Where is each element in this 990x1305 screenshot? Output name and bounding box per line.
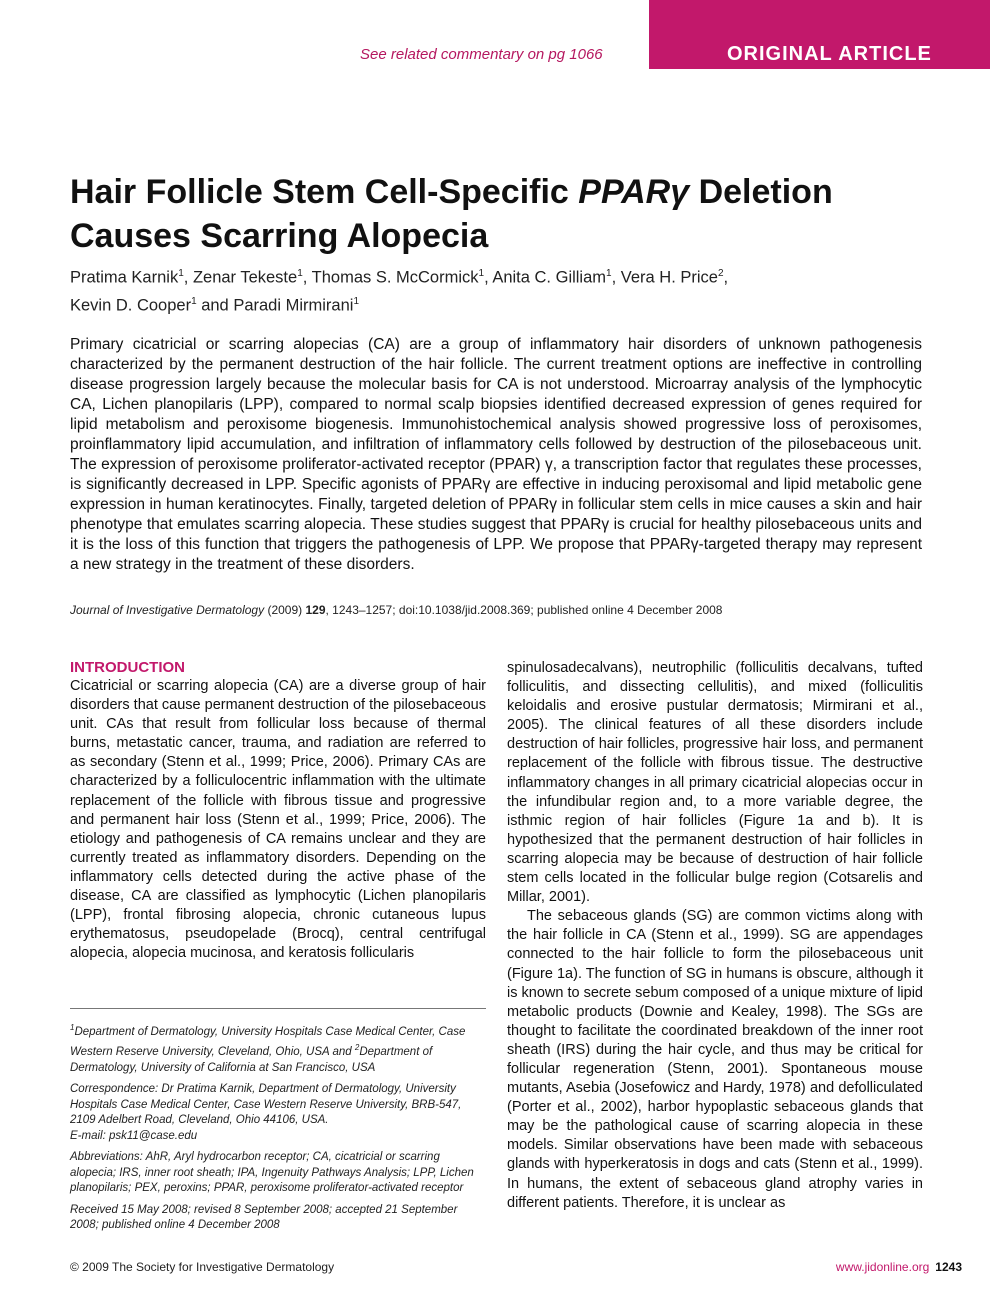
page-footer bbox=[836, 1260, 962, 1274]
author-name: Thomas S. McCormick bbox=[311, 268, 479, 287]
journal-website-link[interactable]: www.jidonline.org bbox=[835, 1260, 930, 1274]
body-column-right bbox=[507, 659, 923, 1213]
citation-journal: Journal of Investigative Dermatology bbox=[70, 603, 265, 617]
author-name: Vera H. Price bbox=[620, 268, 718, 287]
title-gene-name: PPARγ bbox=[578, 173, 690, 211]
article-type-banner bbox=[649, 0, 990, 69]
related-commentary-note[interactable]: See related commentary on pg 1066 bbox=[360, 46, 603, 63]
author-name: Kevin D. Cooper bbox=[70, 296, 192, 314]
introduction-paragraph: Cicatricial or scarring alopecia (CA) are a diverse group of hair disorders that cause permanent destruction of the pilosebaceous unit. CAs that result from follicular loss because of thermal burns, metastatic cancer, trauma, and radiation are referred to as secondary (Stenn et al., 1999; Price, 2006). Primary CAs are characterized by a folliculocentric inflammation with the ultimate replacement of the follicle with fibrous tissue and progressive and permanent hair loss (Stenn et al., 1999; Price, 2006). The etiology and pathogenesis of CA remains unclear and they are currently treated as inflammatory disorders. Depending on the inflammatory cells detected during the active phase of the disease, CA are classified as lymphocytic (Lichen planopilaris (LPP), frontal fibrosing alopecia, chronic cutaneous lupus erythematosus, pseudopelade (Brocq), central centrifugal alopecia, alopecia mucinosa, and keratosis follicularis bbox=[70, 678, 486, 962]
title-part-1: Hair Follicle Stem Cell-Specific bbox=[70, 173, 579, 211]
article-type-label: ORIGINAL ARTICLE bbox=[727, 43, 932, 65]
author-name: Anita C. Gilliam bbox=[492, 268, 607, 287]
author-affiliation: 1 bbox=[606, 268, 612, 279]
footnotes bbox=[70, 1020, 486, 1240]
author-affiliation: 1 bbox=[478, 268, 485, 279]
introduction-paragraph: spinulosadecalvans), neutrophilic (folliculitis decalvans, tufted folliculitis, and dissecting cellulitis), and mixed (folliculitis keloidalis and erosive pustular dermatosis; Mirmirani et al., 2005). The clinical features of all these disorders include destruction of hair follicles, progressive hair loss, and permanent replacement of the follicle with fibrous tissue. The destructive inflammatory changes in all primary cicatricial alopecias occur in the infundibular region and, to a more variable degree, the isthmic region of hair follicles (Figure 1a and b). It is hypothesized that the permanent destruction of hair follicles in scarring alopecia may be because of destruction of hair follicle stem cells located in the follicular bulge region (Cotsarelis and Millar, 2001). bbox=[507, 660, 923, 906]
abstract: Primary cicatricial or scarring alopecias (CA) are a group of inflammatory hair disorders of unknown pathogenesis characterized by the permanent destruction of the hair follicle. The current treatment options are ineffective in controlling disease progression largely because the molecular basis for CA is not understood. Microarray analysis of the lymphocytic CA, Lichen planopilaris (LPP), compared to normal scalp biopsies identified decreased expression of genes required for lipid metabolism and peroxisome biogenesis. Immunohistochemical analysis showed progressive loss of peroxisomes, proinflammatory lipid accumulation, and infiltration of inflammatory cells followed by destruction of the pilosebaceous unit. The expression of peroxisome proliferator-activated receptor (PPAR) γ, a transcription factor that regulates these processes, is significantly decreased in LPP. Specific agonists of PPARγ are effective in inducing peroxisomal and lipid metabolic gene expression in human keratinocytes. Finally, targeted deletion of PPARγ in follicular stem cells in mice causes a skin and hair phenotype that emulates scarring alopecia. These studies suggest that PPARγ is crucial for healthy pilosebaceous units and it is the loss of this function that triggers the pathogenesis of LPP. We propose that PPARγ-targeted therapy may represent a new strategy in the treatment of these disorders. bbox=[70, 336, 922, 573]
email-link[interactable]: E-mail: psk11@case.edu bbox=[70, 1129, 198, 1142]
citation-volume: 129 bbox=[305, 603, 326, 617]
author-affiliation: 1 bbox=[353, 295, 359, 307]
citation-year: (2009) bbox=[264, 603, 306, 617]
author-affiliation: 2 bbox=[717, 268, 724, 279]
author-name: Pratima Karnik bbox=[70, 268, 179, 287]
author-affiliation: 1 bbox=[191, 295, 197, 307]
abbreviations: Abbreviations: AhR, Aryl hydrocarbon receptor; CA, cicatricial or scarring alopecia; IRS, inner root sheath; IPA, Ingenuity Pathways Analysis; LPP, Lichen planopilaris; PEX, peroxins; PPAR, peroxisome proliferator-activated receptor bbox=[70, 1151, 474, 1195]
author-affiliation: 1 bbox=[178, 268, 184, 279]
citation-details: , 1243–1257; doi:10.1038/jid.2008.369; published online 4 December 2008 bbox=[325, 603, 723, 617]
section-heading-introduction: INTRODUCTION bbox=[70, 659, 185, 676]
body-column-left bbox=[70, 659, 486, 963]
journal-citation bbox=[70, 603, 922, 617]
article-title bbox=[70, 170, 910, 258]
affiliations: $^1$Department of Dermatology, University Hospitals Case Medical Center, Case Western Reserve University, Cleveland, Ohio, USA and $^2$Department of Dermatology, University of California at San Francisco, USA bbox=[70, 1023, 466, 1074]
author-name: Zenar Tekeste bbox=[192, 268, 298, 287]
correspondence: Correspondence: Dr Pratima Karnik, Department of Dermatology, University Hospitals Case Medical Center, Case Western Reserve University, BRB-547, 2109 Adelbert Road, Cleveland, Ohio 44106, USA. E-mail: psk11@case.edu bbox=[70, 1083, 462, 1142]
introduction-paragraph: The sebaceous glands (SG) are common victims along with the hair follicle in CA (Stenn et al., 1999). SG are appendages connected to the hair follicle to form the pilosebaceous unit (Figure 1a). The function of SG in humans is obscure, although it is known to secrete sebum composed of a unique mixture of lipid metabolic products (Downie and Kealey, 1998). The SGs are thought to facilitate the coordinated breakdown of the inner root sheath (IRS) during the hair cycle, and thus may be critical for follicular regeneration (Stenn, 2001). Spontaneous mouse mutants, Asebia (Josefowicz and Hardy, 1978) and defolliculated (Porter et al., 2002), harbor hypoplastic sebaceous glands that may be the pathological cause of scarring alopecia in these models. Similar observations have been made with sebaceous glands with hyperkeratosis in dogs and cats (Stenn et al., 1999). In humans, the extent of sebaceous gland atrophy varies in different patients. Therefore, it is unclear as bbox=[507, 908, 923, 1211]
author-list: Pratima Karnik$^1$, Zenar Tekeste$^1$, Thomas S. McCormick$^1$, Anita C. Gilliam$^1$, Vera H. Price$^2$, Kevin D. Cooper$^1$ and Paradi Mirmirani$^1$ bbox=[70, 268, 729, 314]
received-dates: Received 15 May 2008; revised 8 September 2008; accepted 21 September 2008; published online 4 December 2008 bbox=[70, 1203, 458, 1232]
title-part-2: Deletion Causes Scarring Alopecia bbox=[70, 173, 833, 255]
author-affiliation: 1 bbox=[297, 268, 303, 279]
author-name: Paradi Mirmirani bbox=[233, 296, 354, 314]
footnote-divider bbox=[70, 1008, 486, 1009]
page-number: 1243 bbox=[935, 1260, 962, 1274]
copyright-notice: © 2009 The Society for Investigative Dermatology bbox=[70, 1260, 335, 1274]
